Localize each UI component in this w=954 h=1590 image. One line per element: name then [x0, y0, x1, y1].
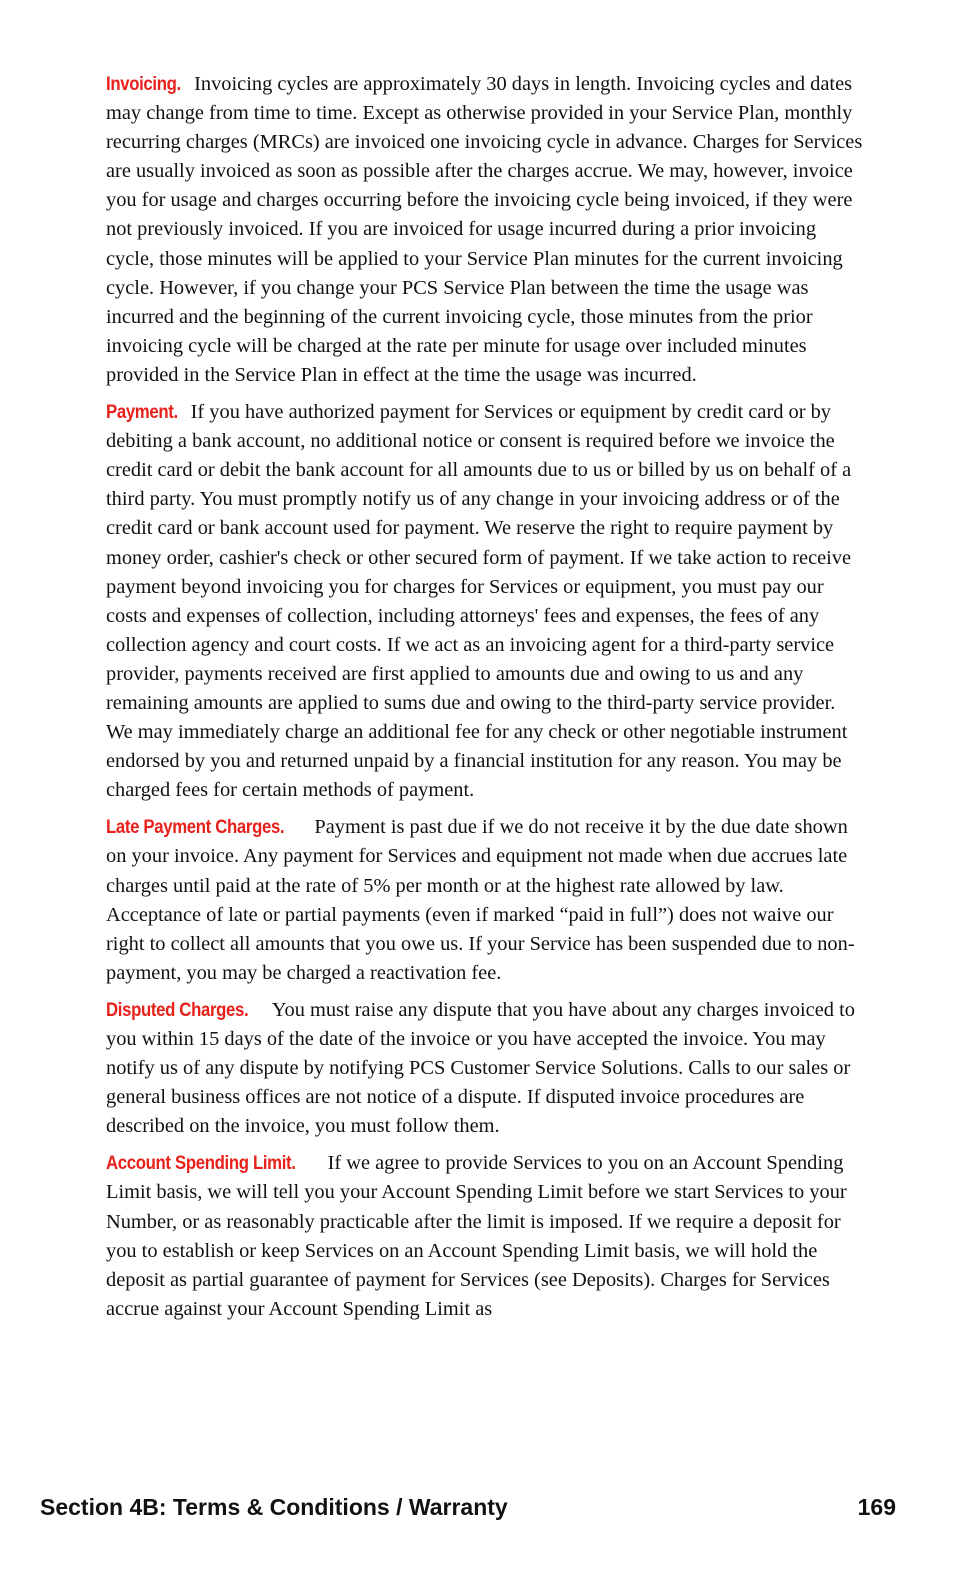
- section-disputed-charges: [106, 996, 866, 1141]
- footer-section-title: Section 4B: Terms & Conditions / Warranty: [40, 1494, 508, 1520]
- section-heading: Invoicing.: [106, 73, 181, 95]
- page-number: 169: [857, 1494, 896, 1520]
- section-payment: [106, 398, 866, 805]
- section-body: If we agree to provide Services to you on an Account Spending Limit basis, we will tell you your Account Spending Limit before we start Services to your Number, or as reasonably practicable after the limit is imposed. If we require a deposit for you to establish or keep Services on an Account Spending Limit basis, we will hold the deposit as partial guarantee of payment for Services (see Deposits). Charges for Services accrue against your Account Spending Limit as: [106, 1152, 847, 1320]
- section-account-spending-limit: [106, 1149, 866, 1324]
- section-invoicing: [106, 70, 866, 390]
- page-footer: [40, 1494, 896, 1521]
- section-body: Payment is past due if we do not receive it by the due date shown on your invoice. Any payment for Services and equipment not made when due accrues late charges until paid at the rate of 5% per month or at the highest rate allowed by law. Acceptance of late or partial payments (even if marked “paid in full”) does not waive our right to collect all amounts that you owe us. If your Service has been suspended due to non-payment, you may be charged a reactivation fee.: [106, 816, 855, 984]
- section-heading: Payment.: [106, 401, 178, 424]
- section-body: Invoicing cycles are approximately 30 days in length. Invoicing cycles and dates may change from time to time. Except as otherwise provided in your Service Plan, monthly recurring charges (MRCs) are invoiced one invoicing cycle in advance. Charges for Services are usually invoiced as soon as possible after the charges accrue. We may, however, invoice you for usage and charges occurring before the invoicing cycle being invoiced, if they were not previously invoiced. If you are invoiced for usage incurred during a prior invoicing cycle, those minutes will be applied to your Service Plan minutes for the current invoicing cycle. However, if you change your PCS Service Plan between the time the usage was incurred and the beginning of the current invoicing cycle, those minutes from the prior invoicing cycle will be charged at the rate per minute for usage over included minutes provided in the Service Plan in effect at the time the usage was incurred.: [106, 73, 863, 386]
- section-body: You must raise any dispute that you have about any charges invoiced to you within 15 days of the date of the invoice or you have accepted the invoice. You may notify us of any dispute by notifying PCS Customer Service Solutions. Calls to our sales or general business offices are not notice of a dispute. If disputed invoice procedures are described on the invoice, you must follow them.: [106, 998, 855, 1138]
- section-heading: Late Payment Charges.: [106, 816, 285, 839]
- section-heading: Disputed Charges.: [106, 998, 249, 1021]
- section-body: If you have authorized payment for Services or equipment by credit card or by debiting a bank account, no additional notice or consent is required before we invoice the credit card or debit the bank account for all amounts due to us or billed by us on behalf of a third party. You must promptly notify us of any change in your invoicing address or of the credit card or bank account used for payment. We reserve the right to require payment by money order, cashier's check or other secured form of payment. If we take action to receive payment beyond invoicing you for charges for Services or equipment, you must pay our costs and expenses of collection, including attorneys' fees and expenses, the fees of any collection agency and court costs. If we act as an invoicing agent for a third-party service provider, payments received are first applied to amounts due and owing to us and any remaining amounts are applied to sums due and owing to the third-party service provider. We may immediately charge an additional fee for any check or other negotiable instrument endorsed by you and returned unpaid by a financial institution for any reason. You may be charged fees for certain methods of payment.: [106, 401, 852, 802]
- section-late-payment-charges: [106, 813, 866, 988]
- page-content: [106, 70, 866, 1332]
- section-heading: Account Spending Limit.: [106, 1152, 296, 1175]
